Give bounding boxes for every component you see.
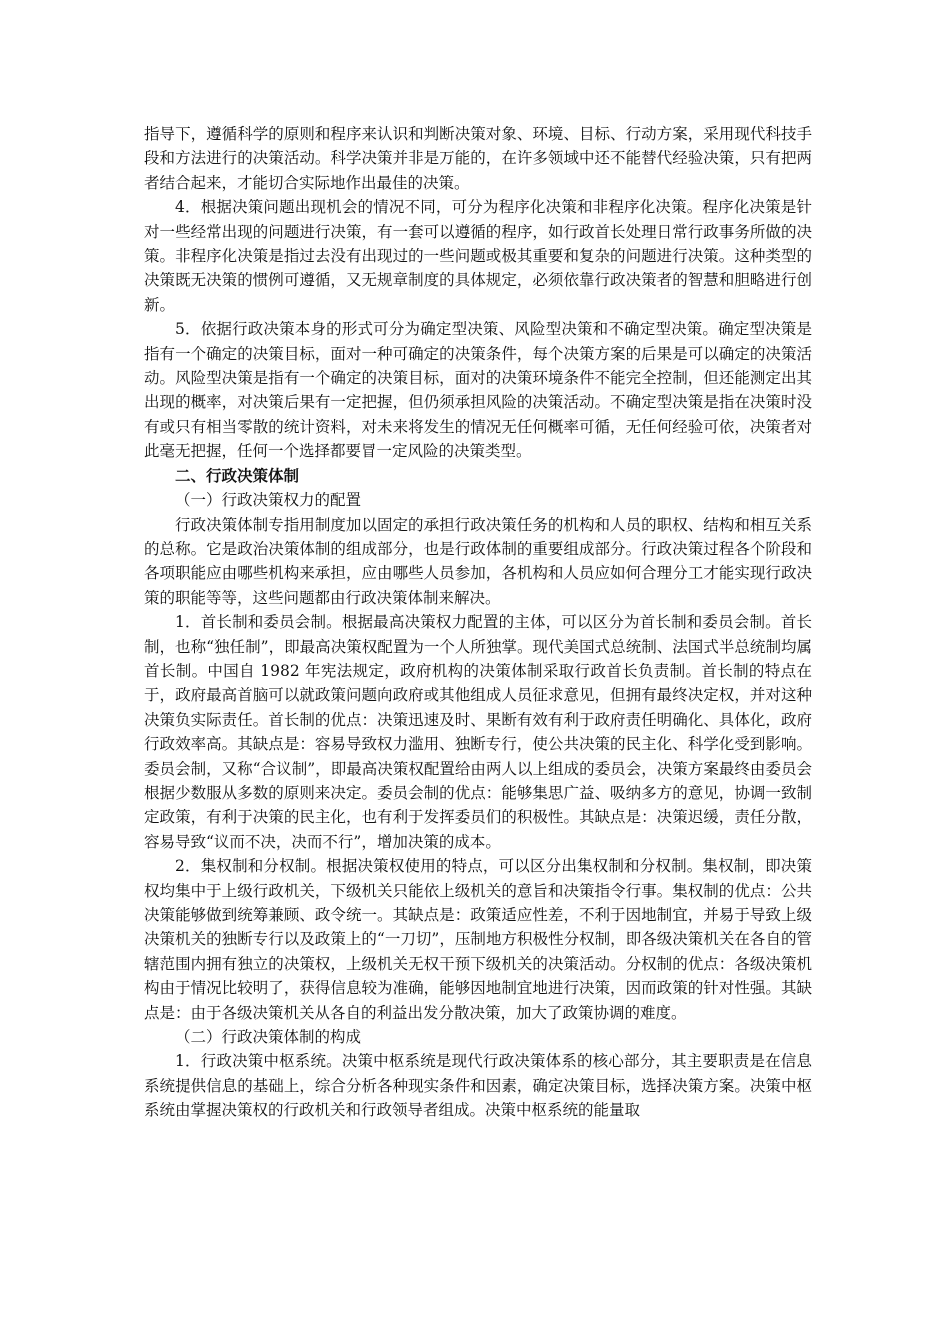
paragraph-system-definition: 行政决策体制专指用制度加以固定的承担行政决策任务的机构和人员的职权、结构和相互关系的总称。它是政治决策体制的组成部分，也是行政体制的重要组成部分。行政决策过程各个阶段和各项职能应由哪些机构来承担，应由哪些人员参加，各机构和人员应如何合理分工才能实现行政决策的职能等等，这些问题都由行政决策体制来解决。 <box>144 515 812 607</box>
paragraph-scientific-decision: 指导下，遵循科学的原则和程序来认识和判断决策对象、环境、目标、行动方案，采用现代科技手段和方法进行的决策活动。科学决策并非是万能的，在许多领域中还不能替代经验决策，只有把两者结合起来，才能切合实际地作出最佳的决策。 <box>144 125 812 192</box>
paragraph-risk-decision: 5．依据行政决策本身的形式可分为确定型决策、风险型决策和不确定型决策。确定型决策是指有一个确定的决策目标，面对一种可确定的决策条件，每个决策方案的后果是可以确定的决策活动。风险型决策是指有一个确定的决策目标，面对的决策环境条件不能完全控制，但还能测定出其出现的概率，对决策后果有一定把握，但仍须承担风险的决策活动。不确定型决策是指在决策时没有或只有相当零散的统计资料，对未来将发生的情况无任何概率可循，无任何经验可依，决策者对此毫无把握，任何一个选择都要冒一定风险的决策类型。 <box>144 320 812 461</box>
paragraph-chief-vs-committee: 1．首长制和委员会制。根据最高决策权力配置的主体，可以区分为首长制和委员会制。首长制，也称“独任制”，即最高决策权配置为一个人所独掌。现代美国式总统制、法国式半总统制均属首长制。中国自 1982 年宪法规定，政府机构的决策体制采取行政首长负责制。首长制的特点在于，政府最高首脑可以就政策问题向政府或其他组成人员征求意见，但拥有最终决定权，并对这种决策负实际责任。首长制的优点：决策迅速及时、果断有效有利于政府责任明确化、具体化，政府行政效率高。其缺点是：容易导致权力滥用、独断专行，使公共决策的民主化、科学化受到影响。委员会制，又称“合议制”，即最高决策权配置给由两人以上组成的委员会，决策方案最终由委员会根据少数服从多数的原则来决定。委员会制的优点：能够集思广益、吸纳多方的意见，协调一致制定政策，有利于决策的民主化，也有利于发挥委员们的积极性。其缺点是：决策迟缓，责任分散，容易导致“议而不决，决而不行”，增加决策的成本。 <box>144 613 812 851</box>
paragraph-centralization: 2．集权制和分权制。根据决策权使用的特点，可以区分出集权制和分权制。集权制，即决策权均集中于上级行政机关，下级机关只能依上级机关的意旨和决策指令行事。集权制的优点：公共决策能够做到统筹兼顾、政令统一。其缺点是：政策适应性差，不利于因地制宜，并易于导致上级决策机关的独断专行以及政策上的“一刀切”，压制地方积极性分权制，即各级决策机关在各自的管辖范围内拥有独立的决策权，上级机关无权干预下级机关的决策活动。分权制的优点：各级决策机构由于情况比较明了，获得信息较为准确，能够因地制宜地进行决策，因而政策的针对性强。其缺点是：由于各级决策机关从各自的利益出发分散决策，加大了政策协调的难度。 <box>144 857 812 1022</box>
paragraph-central-system: 1．行政决策中枢系统。决策中枢系统是现代行政决策体系的核心部分，其主要职责是在信息系统提供信息的基础上，综合分析各种现实条件和因素，确定决策目标，选择决策方案。决策中枢系统由掌握决策权的行政机关和行政领导者组成。决策中枢系统的能量取 <box>144 1052 812 1120</box>
paragraph-programmed-decision: 4．根据决策问题出现机会的情况不同，可分为程序化决策和非程序化决策。程序化决策是针对一些经常出现的问题进行决策，有一套可以遵循的程序，如行政首长处理日常行政事务所做的决策。非程序化决策是指过去没有出现过的一些问题或极其重要和复杂的问题进行决策。这种类型的决策既无决策的惯例可遵循，又无规章制度的具体规定，必须依靠行政决策者的智慧和胆略进行创新。 <box>144 198 812 314</box>
subsection-heading-system-composition: （二）行政决策体制的构成 <box>175 1028 362 1047</box>
document-page <box>144 122 812 1123</box>
section-heading-decision-system: 二、行政决策体制 <box>175 465 300 485</box>
subsection-heading-power-allocation: （一）行政决策权力的配置 <box>175 491 362 510</box>
